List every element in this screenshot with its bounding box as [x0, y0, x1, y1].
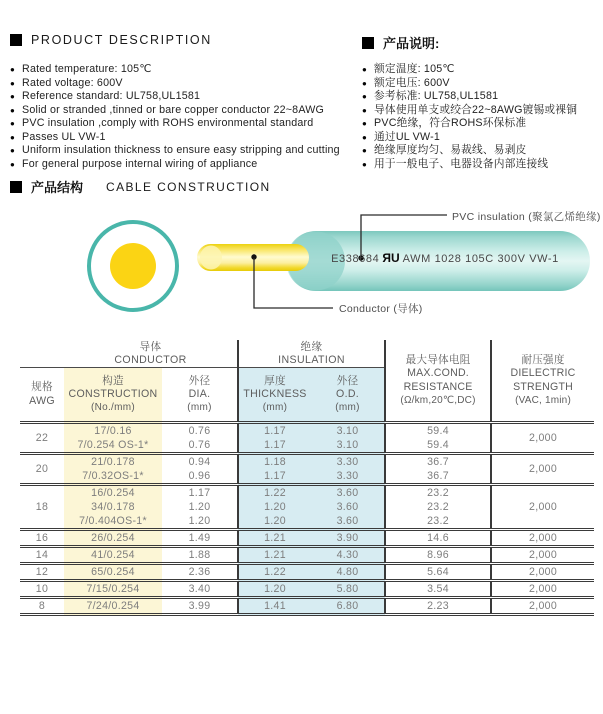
- cell-line: 3.10: [336, 439, 359, 451]
- header-od: [311, 368, 385, 423]
- cell-line: 0.76: [188, 425, 211, 437]
- cell-line: 3.30: [336, 456, 359, 468]
- bullet-text: For general purpose internal wiring of appliance: [22, 157, 258, 170]
- insulation-group-zh: 绝缘: [300, 340, 323, 353]
- cell-line: 1.22: [264, 487, 286, 499]
- spec-table: [20, 340, 594, 616]
- cell-strength: [491, 530, 594, 547]
- spec-row-awg-16: [20, 530, 594, 547]
- cell-awg: [20, 454, 64, 485]
- header-strength: [491, 340, 594, 423]
- cell-line: 16/0.254: [91, 487, 135, 499]
- cell-line: 1.20: [264, 583, 286, 595]
- cell-line: 1.22: [264, 566, 286, 578]
- cell-od: [311, 423, 385, 454]
- cable-construction-header: [10, 177, 271, 196]
- bullet-icon: ●: [10, 105, 16, 115]
- cell-line: 26/0.254: [91, 532, 135, 544]
- bullet-icon: ●: [10, 92, 16, 101]
- cell-od: [311, 454, 385, 485]
- dia-en: DIA.: [188, 387, 211, 400]
- cell-line: 1.17: [264, 439, 286, 451]
- bullet-item: [362, 104, 577, 118]
- cell-line: 2,000: [529, 549, 558, 561]
- bullet-item: [10, 104, 340, 118]
- bullet-item: [362, 117, 577, 131]
- cell-dia: [162, 564, 238, 581]
- cell-line: 41/0.254: [91, 549, 135, 561]
- spec-row-awg-14: [20, 547, 594, 564]
- cell-line: 1.88: [188, 549, 211, 561]
- cell-line: 59.4: [427, 425, 449, 437]
- cell-awg: [20, 598, 64, 615]
- bullet-icon: ●: [362, 146, 368, 155]
- construction-zh: 构造: [102, 374, 124, 387]
- conductor-end-highlight: [200, 246, 222, 270]
- strength-zh: 耐压强度: [521, 354, 565, 367]
- bullet-text: 绝缘厚度均匀、易裁线、易剥皮: [374, 144, 527, 156]
- cell-line: 2,000: [529, 463, 558, 475]
- cell-resistance: [385, 454, 491, 485]
- od-zh: 外径: [336, 374, 359, 387]
- cell-construction: [64, 547, 162, 564]
- header-blank-cell: [20, 340, 64, 368]
- product-description-header: [10, 33, 212, 47]
- bullet-text: 额定电压: 600V: [374, 76, 450, 89]
- cell-line: 1.21: [264, 532, 286, 544]
- bullet-text: 用于一般电子、电器设备内部连接线: [374, 157, 549, 170]
- cell-line: 4.80: [336, 566, 359, 578]
- dia-zh: 外径: [188, 374, 211, 387]
- cell-construction: [64, 598, 162, 615]
- cell-line: 3.54: [427, 583, 449, 595]
- bullet-item: [10, 117, 340, 131]
- cell-thickness: [238, 581, 311, 598]
- cell-strength: [491, 547, 594, 564]
- awg-en: AWG: [29, 394, 55, 407]
- cell-line: 20: [35, 463, 49, 475]
- cell-thickness: [238, 485, 311, 530]
- cell-line: 7/0.404OS-1*: [79, 515, 147, 527]
- cell-strength: [491, 564, 594, 581]
- cell-line: 1.17: [188, 487, 211, 499]
- cell-od: [311, 530, 385, 547]
- thickness-zh: 厚度: [264, 374, 286, 387]
- cell-od: [311, 581, 385, 598]
- resistance-en1: MAX.COND.: [407, 367, 469, 380]
- bullet-item: [362, 90, 577, 104]
- cell-line: 7/24/0.254: [86, 600, 140, 612]
- bullet-text: 额定温度: 105℃: [374, 63, 455, 75]
- cell-thickness: [238, 547, 311, 564]
- strength-en2: STRENGTH: [513, 380, 573, 393]
- cell-line: 3.30: [336, 470, 359, 482]
- header-awg: [20, 368, 64, 423]
- bullet-icon: ●: [362, 92, 368, 101]
- bullet-icon: ●: [362, 105, 368, 115]
- bullet-icon: ●: [10, 78, 16, 88]
- bullet-icon: ●: [362, 78, 368, 88]
- cable-illustration: [0, 195, 603, 325]
- cell-line: 3.60: [336, 487, 359, 499]
- resistance-zh: 最大导体电阻: [405, 354, 471, 367]
- cell-line: 7/0.254 OS-1*: [77, 439, 149, 451]
- cell-line: 23.2: [427, 501, 449, 513]
- bullet-item: [10, 63, 340, 77]
- cell-awg: [20, 423, 64, 454]
- cell-strength: [491, 485, 594, 530]
- cell-line: 36.7: [427, 456, 449, 468]
- product-notes-header: [362, 33, 439, 52]
- cell-line: 1.20: [188, 515, 211, 527]
- awg-zh: 规格: [31, 381, 53, 394]
- cell-line: 8.96: [427, 549, 449, 561]
- bullet-icon: ●: [362, 132, 368, 142]
- cell-dia: [162, 547, 238, 564]
- resistance-en2: RESISTANCE: [403, 380, 473, 393]
- cell-line: 1.20: [188, 501, 211, 513]
- header-conductor-group: [64, 340, 238, 368]
- cell-line: 0.94: [188, 456, 211, 468]
- bullet-item: [362, 77, 577, 91]
- cell-awg: [20, 564, 64, 581]
- header-construction: [64, 368, 162, 423]
- cell-line: 1.20: [264, 515, 286, 527]
- cell-line: 12: [35, 566, 49, 578]
- dia-unit: (mm): [187, 402, 212, 414]
- bullet-icon: ●: [10, 132, 16, 142]
- cell-dia: [162, 454, 238, 485]
- bullet-text: 通过UL VW-1: [374, 130, 440, 143]
- construction-title-en: CABLE CONSTRUCTION: [106, 179, 271, 194]
- cell-line: 34/0.178: [91, 501, 135, 513]
- cell-dia: [162, 530, 238, 547]
- product-description-list: [10, 63, 340, 171]
- cell-resistance: [385, 564, 491, 581]
- thickness-en: THICKNESS: [243, 387, 307, 400]
- cell-strength: [491, 454, 594, 485]
- cell-resistance: [385, 547, 491, 564]
- ul-recognized-icon: ЯU: [382, 251, 400, 265]
- spec-table-body: [20, 423, 594, 615]
- section-square-icon: [362, 37, 374, 49]
- cell-line: 2,000: [529, 566, 558, 578]
- cell-line: 7/15/0.254: [86, 583, 140, 595]
- bullet-text: 参考标准: UL758,UL1581: [374, 90, 499, 102]
- cell-line: 2,000: [529, 501, 558, 513]
- header-dia: [162, 368, 238, 423]
- bullet-text: PVC insulation ,comply with ROHS environmental standard: [22, 117, 314, 129]
- bullet-item: [10, 158, 340, 172]
- bullet-item: [362, 131, 577, 145]
- bullet-text: Uniform insulation thickness to ensure easy stripping and cutting: [22, 144, 340, 156]
- cell-line: 2,000: [529, 532, 558, 544]
- bullet-text: Rated voltage: 600V: [22, 76, 123, 89]
- resistance-unit: (Ω/km,20℃,DC): [400, 394, 476, 406]
- bullet-text: Rated temperature: 105℃: [22, 63, 152, 75]
- bullet-text: Reference standard: UL758,UL1581: [22, 90, 201, 102]
- spec-row-awg-22: [20, 423, 594, 454]
- cell-line: 22: [35, 432, 49, 444]
- spec-row-awg-20: [20, 454, 594, 485]
- bullet-text: PVC绝缘，符合ROHS环保标准: [374, 117, 527, 129]
- conductor-label: Conductor (导体): [339, 303, 423, 315]
- cell-thickness: [238, 454, 311, 485]
- cell-line: 1.49: [188, 532, 211, 544]
- bullet-item: [362, 144, 577, 158]
- cell-od: [311, 564, 385, 581]
- bullet-item: [362, 158, 577, 172]
- cell-resistance: [385, 598, 491, 615]
- cell-line: 59.4: [427, 439, 449, 451]
- cell-construction: [64, 581, 162, 598]
- bullet-text: Solid or stranded ,tinned or bare copper conductor 22~8AWG: [22, 103, 325, 116]
- cable-print-suffix: AWM 1028 105C 300V VW-1: [402, 253, 559, 265]
- cell-line: 10: [35, 583, 49, 595]
- cell-line: 3.40: [188, 583, 211, 595]
- cell-line: 0.76: [188, 439, 211, 451]
- product-notes-title: 产品说明:: [383, 36, 440, 51]
- cell-od: [311, 598, 385, 615]
- cell-line: 1.41: [264, 600, 286, 612]
- construction-en: CONSTRUCTION: [68, 387, 158, 400]
- cable-print-text: [302, 251, 588, 265]
- cable-cross-section: [87, 220, 179, 312]
- cell-line: 14: [35, 549, 49, 561]
- spec-row-awg-18: [20, 485, 594, 530]
- cell-construction: [64, 485, 162, 530]
- cell-line: 5.64: [427, 566, 449, 578]
- cell-strength: [491, 423, 594, 454]
- conductor-group-en: CONDUCTOR: [114, 353, 187, 366]
- cell-line: 2,000: [529, 583, 558, 595]
- od-en: O.D.: [336, 387, 360, 400]
- bullet-item: [362, 63, 577, 77]
- bullet-icon: ●: [10, 65, 16, 74]
- bullet-text: Passes UL VW-1: [22, 130, 106, 143]
- thickness-unit: (mm): [262, 402, 288, 414]
- cell-line: 8: [38, 600, 46, 612]
- cell-line: 1.18: [264, 456, 286, 468]
- cell-thickness: [238, 530, 311, 547]
- cell-line: 3.90: [336, 532, 359, 544]
- cell-line: 3.10: [336, 425, 359, 437]
- cell-line: 2,000: [529, 600, 558, 612]
- cell-awg: [20, 581, 64, 598]
- conductor-group-zh: 导体: [139, 340, 162, 353]
- cell-line: 5.80: [336, 583, 359, 595]
- header-resistance: [385, 340, 491, 423]
- bullet-icon: ●: [10, 159, 16, 169]
- cell-thickness: [238, 423, 311, 454]
- cell-construction: [64, 454, 162, 485]
- cell-line: 1.20: [264, 501, 286, 513]
- section-square-icon: [10, 181, 22, 193]
- product-notes-list: [362, 63, 577, 171]
- cell-awg: [20, 485, 64, 530]
- cell-awg: [20, 530, 64, 547]
- cell-line: 2.36: [188, 566, 211, 578]
- cell-od: [311, 485, 385, 530]
- cell-line: 3.60: [336, 515, 359, 527]
- cell-line: 1.17: [264, 425, 286, 437]
- table-group-header-row: [20, 340, 594, 368]
- cell-thickness: [238, 598, 311, 615]
- cell-line: 65/0.254: [91, 566, 135, 578]
- cell-resistance: [385, 581, 491, 598]
- strength-en1: DIELECTRIC: [510, 367, 576, 380]
- spec-row-awg-12: [20, 564, 594, 581]
- cell-line: 0.96: [188, 470, 211, 482]
- cell-construction: [64, 530, 162, 547]
- cell-line: 36.7: [427, 470, 449, 482]
- od-unit: (mm): [335, 402, 360, 414]
- cell-resistance: [385, 423, 491, 454]
- bullet-icon: ●: [362, 119, 368, 128]
- cell-dia: [162, 598, 238, 615]
- cell-line: 2.23: [427, 600, 449, 612]
- cell-od: [311, 547, 385, 564]
- cell-dia: [162, 581, 238, 598]
- cross-section-core: [110, 243, 156, 289]
- cell-line: 18: [35, 501, 49, 513]
- cell-line: 16: [35, 532, 49, 544]
- cable-print-prefix: E338684: [331, 253, 380, 265]
- cell-line: 17/0.16: [94, 425, 132, 437]
- cell-dia: [162, 485, 238, 530]
- header-thickness: [238, 368, 311, 423]
- section-square-icon: [10, 34, 22, 46]
- cell-line: 1.21: [264, 549, 286, 561]
- product-description-title: PRODUCT DESCRIPTION: [31, 33, 212, 47]
- construction-title-zh: 产品结构: [31, 180, 84, 195]
- cell-strength: [491, 581, 594, 598]
- cell-line: 7/0.32OS-1*: [82, 470, 144, 482]
- cell-line: 14.6: [427, 532, 449, 544]
- cell-construction: [64, 423, 162, 454]
- cell-thickness: [238, 564, 311, 581]
- cell-line: 6.80: [336, 600, 359, 612]
- cell-line: 4.30: [336, 549, 359, 561]
- cell-line: 1.17: [264, 470, 286, 482]
- cell-line: 3.60: [336, 501, 359, 513]
- bullet-item: [10, 90, 340, 104]
- construction-unit: (No./mm): [90, 402, 136, 414]
- cell-line: 23.2: [427, 515, 449, 527]
- cell-strength: [491, 598, 594, 615]
- cell-line: 3.99: [188, 600, 211, 612]
- pvc-insulation-label: PVC insulation (聚氯乙烯绝缘): [452, 211, 601, 223]
- bullet-text: 导体使用单支或绞合22~8AWG镀锡或裸铜: [374, 103, 578, 116]
- header-insulation-group: [238, 340, 385, 368]
- bullet-item: [10, 144, 340, 158]
- cell-construction: [64, 564, 162, 581]
- bullet-icon: ●: [362, 159, 368, 169]
- spec-row-awg-10: [20, 581, 594, 598]
- bullet-icon: ●: [362, 65, 368, 74]
- bullet-icon: ●: [10, 119, 16, 128]
- cell-awg: [20, 547, 64, 564]
- insulation-group-en: INSULATION: [278, 353, 345, 366]
- cell-line: 21/0.178: [91, 456, 135, 468]
- spec-row-awg-8: [20, 598, 594, 615]
- bullet-icon: ●: [10, 146, 16, 155]
- cell-resistance: [385, 485, 491, 530]
- bullet-item: [10, 131, 340, 145]
- cell-line: 2,000: [529, 432, 558, 444]
- cell-dia: [162, 423, 238, 454]
- cell-resistance: [385, 530, 491, 547]
- strength-unit: (VAC, 1min): [515, 394, 571, 406]
- bullet-item: [10, 77, 340, 91]
- cell-line: 23.2: [427, 487, 449, 499]
